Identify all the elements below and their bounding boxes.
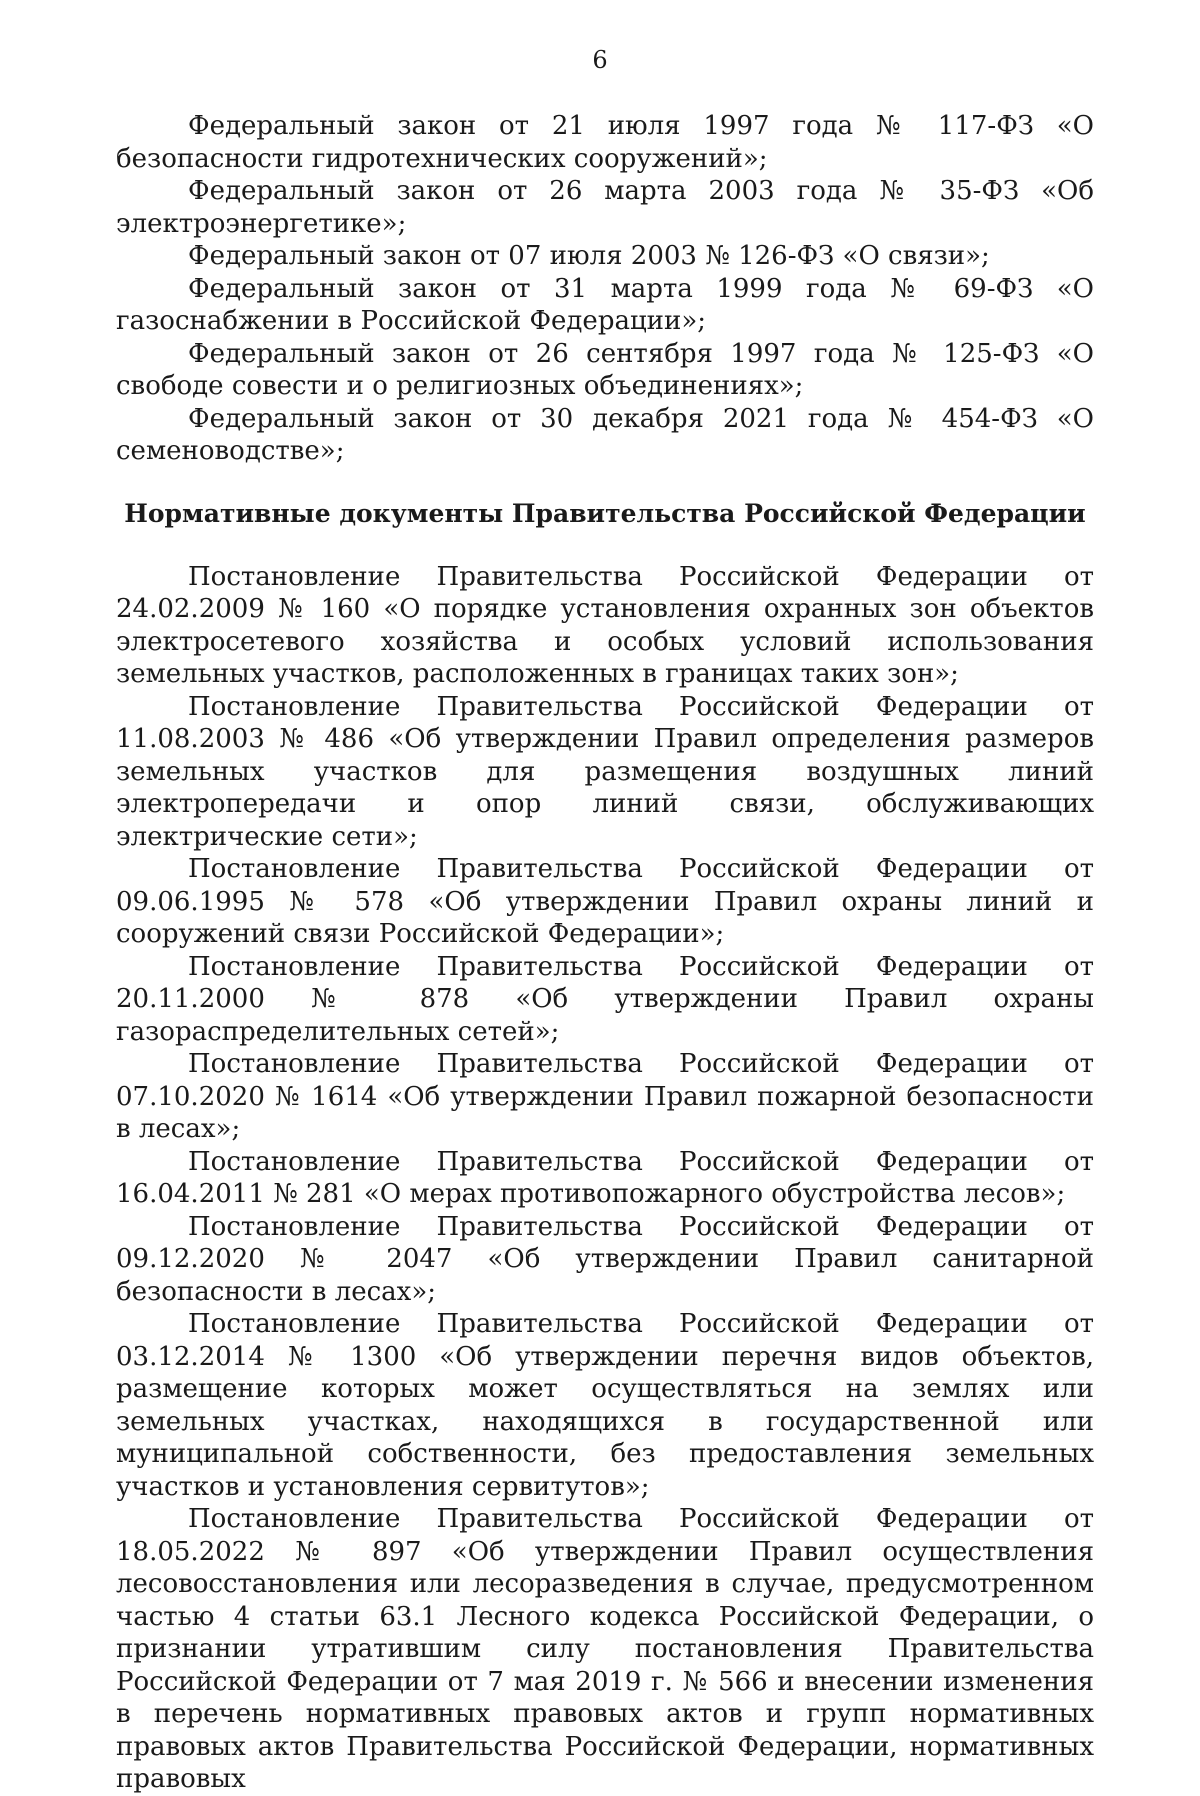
section-heading: Нормативные документы Правительства Российской Федерации — [124, 498, 1086, 528]
document-body — [116, 110, 1094, 1796]
page-number: 6 — [592, 46, 608, 74]
law-item: Федеральный закон от 07 июля 2003 № 126-ФЗ «О связи»; — [188, 241, 990, 271]
resolution-item: Постановление Правительства Российской Федерации от 16.04.2011 № 281 «О мерах противопожарного обустройства лесов»; — [116, 1146, 1094, 1209]
law-item: Федеральный закон от 30 декабря 2021 года № 454-ФЗ «О семеноводстве»; — [116, 403, 1094, 466]
resolution-item: Постановление Правительства Российской Федерации от 18.05.2022 № 897 «Об утверждении Правил осуществления лесовосстановления или лесоразведения в случае, предусмотренном частью 4 статьи 63.1 Лесного кодекса Российской Федерации, о признании утратившим силу постановления Правительства Российской Федерации от 7 мая 2019 г. № 566 и внесении изменения в перечень нормативных правовых актов и групп нормативных правовых актов Правительства Российской Федерации, нормативных правовых — [116, 1504, 1094, 1794]
resolution-item: Постановление Правительства Российской Федерации от 20.11.2000 № 878 «Об утверждении Правил охраны газораспределительных сетей»; — [116, 951, 1094, 1047]
resolution-item: Постановление Правительства Российской Федерации от 11.08.2003 № 486 «Об утверждении Правил определения размеров земельных участков для размещения воздушных линий электропередачи и опор линий связи, обслуживающих электрические сети»; — [116, 691, 1094, 852]
law-item: Федеральный закон от 21 июля 1997 года № 117-ФЗ «О безопасности гидротехнических сооружений»; — [116, 111, 1094, 174]
resolution-item: Постановление Правительства Российской Федерации от 09.06.1995 № 578 «Об утверждении Правил охраны линий и сооружений связи Российской Федерации»; — [116, 854, 1094, 949]
law-item: Федеральный закон от 26 марта 2003 года № 35-ФЗ «Об электроэнергетике»; — [116, 176, 1094, 239]
law-item: Федеральный закон от 26 сентября 1997 года № 125-ФЗ «О свободе совести и о религиозных объединениях»; — [116, 338, 1094, 401]
resolution-item: Постановление Правительства Российской Федерации от 24.02.2009 № 160 «О порядке установления охранных зон объектов электросетевого хозяйства и особых условий использования земельных участков, расположенных в границах таких зон»; — [116, 561, 1094, 689]
resolution-item: Постановление Правительства Российской Федерации от 09.12.2020 № 2047 «Об утверждении Правил санитарной безопасности в лесах»; — [116, 1211, 1094, 1307]
resolution-item: Постановление Правительства Российской Федерации от 07.10.2020 № 1614 «Об утверждении Правил пожарной безопасности в лесах»; — [116, 1049, 1094, 1144]
law-item: Федеральный закон от 31 марта 1999 года № 69-ФЗ «О газоснабжении в Российской Федерации»; — [116, 273, 1094, 336]
resolution-item: Постановление Правительства Российской Федерации от 03.12.2014 № 1300 «Об утверждении перечня видов объектов, размещение которых может осуществляться на землях или земельных участках, находящихся в государственной или муниципальной собственности, без предоставления земельных участков и установления сервитутов»; — [116, 1309, 1094, 1502]
